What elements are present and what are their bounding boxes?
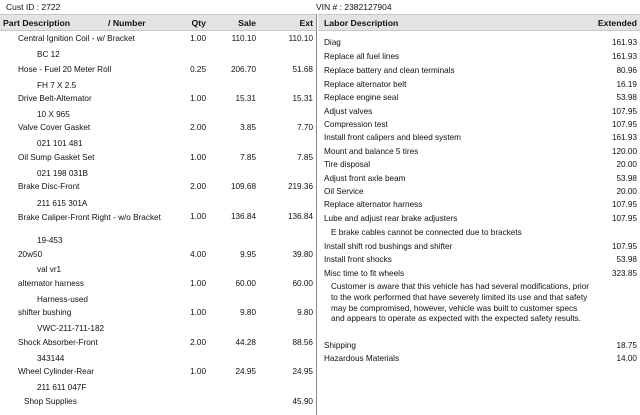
part-ext: 219.36 xyxy=(287,182,313,191)
part-ext: 7.85 xyxy=(297,153,313,162)
col-part-number: / Number xyxy=(108,18,146,28)
labor-description: Adjust valves xyxy=(324,107,373,116)
col-qty: Qty xyxy=(191,18,206,28)
table-row xyxy=(318,242,640,253)
part-description: 20w50 xyxy=(18,250,43,259)
part-number: 19-453 xyxy=(37,236,63,245)
table-row xyxy=(0,308,316,319)
table-row xyxy=(318,133,640,144)
table-row xyxy=(318,341,640,352)
table-row xyxy=(318,160,640,171)
part-qty: 4.00 xyxy=(190,250,206,259)
labor-description: Tire disposal xyxy=(324,160,371,169)
labor-ext: 107.95 xyxy=(611,242,637,251)
table-row xyxy=(0,279,316,290)
table-row xyxy=(318,80,640,91)
labor-description: Shipping xyxy=(324,341,356,350)
part-number: BC 12 xyxy=(37,50,60,59)
labor-ext: 20.00 xyxy=(616,187,637,196)
part-number: 021 198 031B xyxy=(37,169,88,178)
part-qty: 0.25 xyxy=(190,65,206,74)
table-row xyxy=(318,269,640,280)
part-qty: 1.00 xyxy=(190,153,206,162)
table-row xyxy=(0,153,316,164)
shop-supplies-ext: 45.90 xyxy=(292,397,313,406)
part-description: Valve Cover Gasket xyxy=(18,123,91,132)
part-number: 10 X 965 xyxy=(37,110,70,119)
labor-ext: 107.95 xyxy=(611,200,637,209)
part-sale: 206.70 xyxy=(230,65,256,74)
table-row xyxy=(0,65,316,76)
part-number: VWC-211-711-182 xyxy=(37,324,105,333)
part-qty: 2.00 xyxy=(190,123,206,132)
labor-description: Diag xyxy=(324,38,341,47)
table-row xyxy=(318,354,640,365)
labor-description: Adjust front axle beam xyxy=(324,174,406,183)
col-part-description: Part Description xyxy=(3,18,71,28)
table-row xyxy=(318,147,640,158)
labor-description: Compression test xyxy=(324,120,388,129)
part-qty: 2.00 xyxy=(190,338,206,347)
table-row xyxy=(318,255,640,266)
table-row xyxy=(318,120,640,131)
labor-description: Install front shocks xyxy=(324,255,392,264)
labor-ext: 80.96 xyxy=(616,66,637,75)
table-row xyxy=(0,123,316,134)
part-number: 211 611 047F xyxy=(37,383,87,392)
labor-ext: 53.98 xyxy=(616,255,637,264)
part-qty: 1.00 xyxy=(190,308,206,317)
labor-ext: 107.95 xyxy=(611,214,637,223)
col-labor-description: Labor Description xyxy=(324,18,399,28)
part-description: Oil Sump Gasket Set xyxy=(18,153,95,162)
part-sale: 44.28 xyxy=(235,338,256,347)
part-sale: 110.10 xyxy=(231,34,256,43)
invoice-info-bar xyxy=(0,0,640,13)
labor-ext: 161.93 xyxy=(611,52,637,61)
table-row xyxy=(318,93,640,104)
part-ext: 39.80 xyxy=(292,250,313,259)
part-description: Hose - Fuel 20 Meter Roll xyxy=(18,65,112,74)
part-ext: 7.70 xyxy=(297,123,313,132)
table-row xyxy=(0,338,316,349)
column-divider xyxy=(316,14,317,415)
part-qty: 2.00 xyxy=(190,182,206,191)
table-row xyxy=(318,187,640,198)
labor-ext: 53.98 xyxy=(616,174,637,183)
col-extended: Extended xyxy=(597,18,637,28)
part-sale: 24.95 xyxy=(235,367,256,376)
part-number: 021 101 481 xyxy=(37,139,83,148)
part-description: Wheel Cylinder-Rear xyxy=(18,367,94,376)
labor-disclaimer-note: Customer is aware that this vehicle has had several modifications, prior to the work performed that have severely limited its use and that safety may be compromised, however, vehicle was built to customer specs and appears to operate as expected with the expected safety results. xyxy=(331,282,590,324)
labor-ext: 161.93 xyxy=(611,133,637,142)
table-row xyxy=(318,66,640,77)
part-qty: 1.00 xyxy=(190,367,206,376)
labor-note: E brake cables cannot be connected due to brackets xyxy=(331,228,522,237)
labor-description: Install shift rod bushings and shifter xyxy=(324,242,453,251)
part-qty: 1.00 xyxy=(190,34,206,43)
labor-ext: 20.00 xyxy=(616,160,637,169)
shop-supplies-row xyxy=(0,397,316,408)
labor-description: Install front calipers and bleed system xyxy=(324,133,461,142)
part-description: Drive Belt-Alternator xyxy=(18,94,92,103)
part-sale: 136.84 xyxy=(230,212,256,221)
part-number: 211 615 301A xyxy=(37,199,88,208)
part-sale: 109.68 xyxy=(230,182,256,191)
table-row xyxy=(318,214,640,225)
table-row xyxy=(0,212,316,234)
part-number: 343144 xyxy=(37,354,65,363)
table-row xyxy=(0,34,316,45)
vehicle-vin: VIN # : 2382127904 xyxy=(316,2,392,12)
part-sale: 7.85 xyxy=(240,153,256,162)
part-ext: 15.31 xyxy=(292,94,313,103)
table-row xyxy=(0,182,316,193)
labor-ext: 16.19 xyxy=(616,80,637,89)
part-sale: 9.95 xyxy=(240,250,256,259)
part-ext: 88.56 xyxy=(292,338,313,347)
labor-description: Mount and balance 5 tires xyxy=(324,147,419,156)
part-number: val vr1 xyxy=(37,265,62,274)
table-row xyxy=(318,38,640,49)
part-qty: 1.00 xyxy=(190,94,206,103)
labor-ext: 323.85 xyxy=(611,269,637,278)
part-description: shifter bushing xyxy=(18,308,72,317)
labor-ext: 18.75 xyxy=(616,341,637,350)
part-ext: 136.84 xyxy=(287,212,313,221)
labor-description: Replace alternator harness xyxy=(324,200,423,209)
table-row xyxy=(0,367,316,378)
customer-id: Cust ID : 2722 xyxy=(6,2,61,12)
part-description: Shock Absorber-Front xyxy=(18,338,98,347)
labor-description: Misc time to fit wheels xyxy=(324,269,405,278)
table-row xyxy=(318,174,640,185)
labor-description: Replace alternator belt xyxy=(324,80,407,89)
labor-description: Hazardous Materials xyxy=(324,354,400,363)
parts-table-header xyxy=(0,14,316,31)
part-description: Central Ignition Coil - w/ Bracket xyxy=(18,34,135,43)
part-sale: 15.31 xyxy=(235,94,256,103)
labor-description: Lube and adjust rear brake adjusters xyxy=(324,214,458,223)
col-sale: Sale xyxy=(238,18,256,28)
table-row xyxy=(0,94,316,105)
part-qty: 1.00 xyxy=(190,279,206,288)
part-description: Brake Disc-Front xyxy=(18,182,80,191)
table-row xyxy=(0,250,316,261)
part-ext: 9.80 xyxy=(297,308,313,317)
part-description: alternator harness xyxy=(18,279,84,288)
labor-ext: 107.95 xyxy=(611,120,637,129)
labor-ext: 53.98 xyxy=(616,93,637,102)
labor-ext: 161.93 xyxy=(611,38,637,47)
shop-supplies-label: Shop Supplies xyxy=(24,397,77,406)
table-row xyxy=(318,52,640,63)
part-number: FH 7 X 2.5 xyxy=(37,81,77,90)
labor-ext: 120.00 xyxy=(611,147,637,156)
part-ext: 60.00 xyxy=(292,279,313,288)
part-qty: 1.00 xyxy=(190,212,206,221)
labor-description: Oil Service xyxy=(324,187,364,196)
labor-table-header xyxy=(318,14,640,31)
part-ext: 24.95 xyxy=(292,367,313,376)
part-ext: 51.68 xyxy=(292,65,313,74)
part-description: Brake Caliper-Front Right - w/o Bracket xyxy=(18,213,161,222)
part-ext: 110.10 xyxy=(288,34,313,43)
part-sale: 60.00 xyxy=(235,279,256,288)
labor-description: Replace battery and clean terminals xyxy=(324,66,455,75)
labor-ext: 14.00 xyxy=(616,354,637,363)
part-sale: 3.85 xyxy=(240,123,256,132)
table-row xyxy=(318,107,640,118)
col-ext: Ext xyxy=(299,18,313,28)
labor-description: Replace engine seal xyxy=(324,93,399,102)
table-row xyxy=(318,200,640,211)
part-sale: 9.80 xyxy=(240,308,256,317)
labor-description: Replace all fuel lines xyxy=(324,52,400,61)
part-number: Harness-used xyxy=(37,295,88,304)
labor-ext: 107.95 xyxy=(611,107,637,116)
